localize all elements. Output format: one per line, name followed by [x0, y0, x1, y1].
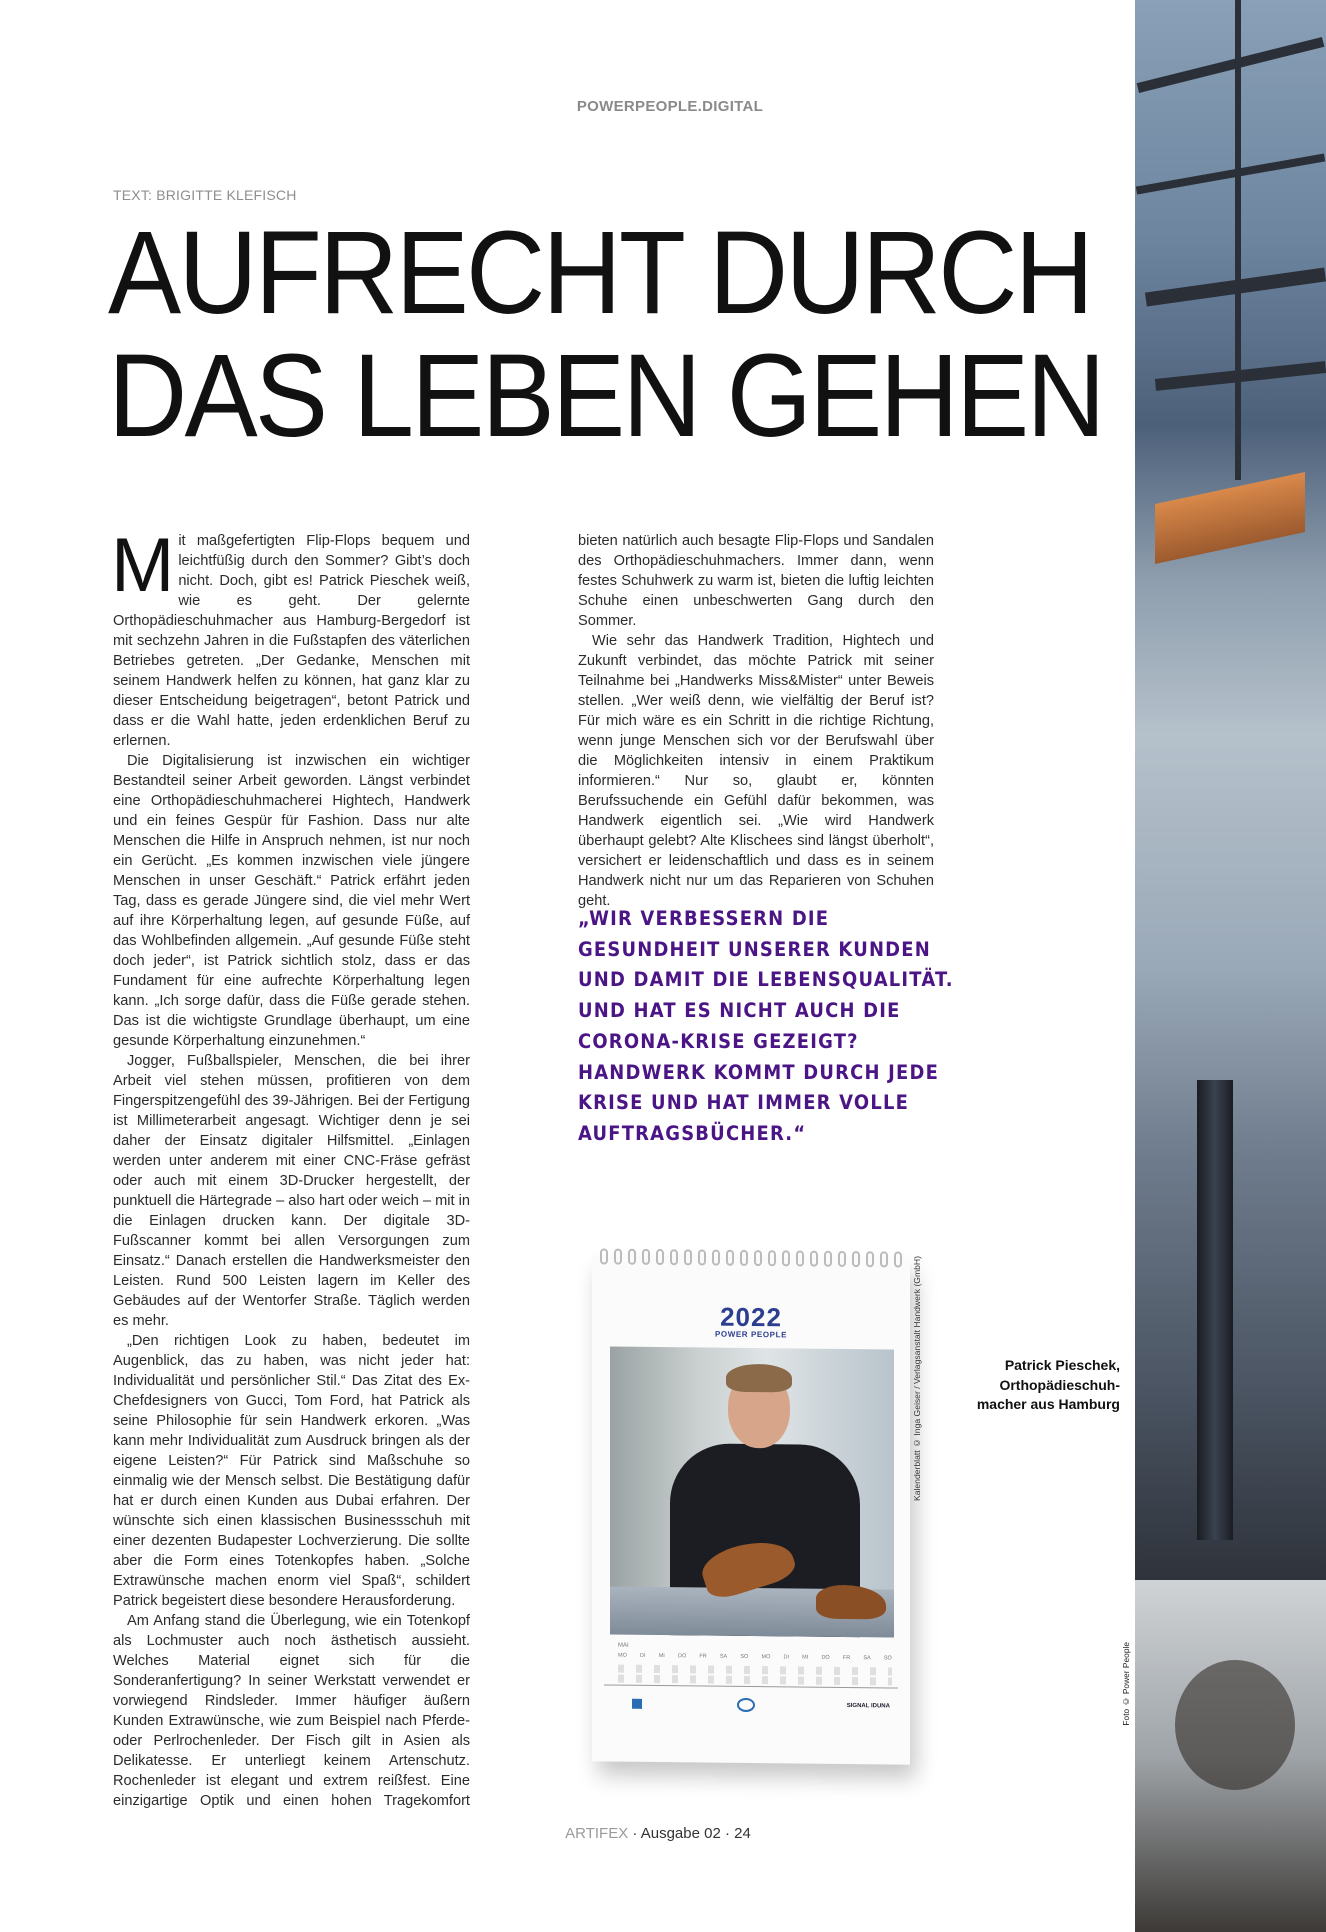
weekday-label: DI — [640, 1652, 646, 1659]
weekday-label: SO — [883, 1655, 892, 1662]
hand-shadow — [1175, 1660, 1295, 1790]
photo-caption — [960, 1356, 1120, 1415]
ring-icon — [866, 1251, 874, 1267]
quote-line: GESUNDHEIT UNSERER KUNDEN — [578, 937, 931, 961]
signal-iduna-logo: SIGNAL IDUNA — [846, 1703, 890, 1710]
quote-line: KRISE UND HAT IMMER VOLLE — [578, 1091, 910, 1115]
left-text-column — [111, 523, 470, 1811]
ring-icon — [824, 1251, 832, 1267]
sponsor-logo — [737, 1698, 755, 1712]
ring-icon — [712, 1250, 720, 1266]
calendar-weekdays — [618, 1653, 892, 1662]
ceiling-beam — [1136, 153, 1325, 194]
paragraph-text: it maßgefertigten Flip-Flops bequem und leichtfüßig durch den Sommer? Gibt’s doch nicht. Doch, gibt es! Patrick Pieschek weiß, wie es geht. Der gelernte Orthopädieschuhmacher aus Hamburg-Bergedorf ist mit sechzehn Jahren in die Fußstapfen des väterlichen Betriebes getreten. „Der Gedanke, Menschen mit seinem Handwerk helfen zu können, hat ganz klar zu dieser Entscheidung beigetragen“, betont Patrick und dass er die Wahl hatte, jeden erdenklichen Beruf zu erlernen. — [113, 533, 470, 749]
article-title — [108, 207, 1178, 462]
ring-icon — [810, 1251, 818, 1267]
photo-credit: Foto © Power People — [1121, 1642, 1131, 1726]
pole — [1235, 0, 1241, 480]
weekday-label: SA — [863, 1655, 871, 1662]
magazine-name: ARTIFEX — [565, 1825, 629, 1842]
weekday-label: MI — [802, 1654, 809, 1661]
ring-icon — [796, 1250, 804, 1266]
spiral-binding — [600, 1248, 902, 1269]
portrait-photo — [610, 1347, 894, 1638]
ring-icon — [754, 1250, 762, 1266]
ring-icon — [614, 1249, 622, 1265]
caption-line: macher aus Hamburg — [976, 1396, 1120, 1412]
issue-page: · Ausgabe 02 · 24 — [628, 1825, 751, 1842]
weekday-label: SO — [740, 1653, 749, 1660]
ring-icon — [656, 1249, 664, 1265]
paragraph: Die Digitalisierung ist inzwischen ein wichtiger Bestandteil seiner Arbeit geworden. Längst verbindet eine Orthopädieschuhmacherei Hightech, Handwerk und ein feines Gespür für Fashion. Dass nur alte Menschen die Hilfe in Anspruch nehmen, ist nur noch ein Gerücht. „Es kommen inzwischen viele jüngere Menschen in unser Geschäft.“ Patrick erfährt jeden Tag, dass es gerade Jüngere sind, die viel mehr Wert auf ihre Körperhaltung legen, auf gesunde Füße, auf das Wohlbefinden allgemein. „Auf gesunde Füße steht doch jeder“, ist Patrick sichtlich stolz, dass er das Fundament für eine aufrechte Körperhaltung legen kann. „Ich sorge dafür, dass die Füße gerade stehen. Das ist die wichtigste Grundlage überhaupt, um eine gesunde Körperhaltung einzunehmen.“ — [113, 753, 470, 1049]
person-hair — [726, 1364, 792, 1393]
paragraph: Wie sehr das Handwerk Tradition, Hightech und Zukunft verbindet, das möchte Patrick mit seiner Teilnahme bei „Handwerks Miss&Mister“ unter Beweis stellen. „Wer weiß denn, wie vielfältig der Beruf ist? Für mich wäre es ein Schritt in die richtige Richtung, wenn junge Menschen sich vor der Berufswahl über die Möglichkeiten intensiv in einem Praktikum informieren.“ Nur so, glaubt er, könnten Berufssuchende ein Gefühl dafür bekommen, was Handwerk eigentlich sei. „Wie wird Handwerk überhaupt gelebt? Alte Klischees sind längst überholt“, versichert er leidenschaftlich und dass es in seinem Handwerk nicht nur um das Reparieren von Schuhen geht. — [578, 633, 934, 909]
weekday-label: FR — [699, 1653, 707, 1660]
weekday-label: MO — [761, 1654, 771, 1661]
sponsor-logos — [632, 1697, 890, 1714]
side-photo — [1135, 0, 1326, 1932]
calendar-year: 2022 — [720, 1301, 782, 1333]
paragraph: Jogger, Fußballspieler, Menschen, die bei ihrer Arbeit viel stehen müssen, profitieren von dem Fingerspitzengefühl des 39-Jährigen. Bei der Fertigung ist Millimeterarbeit angesagt. Wichtiger denn je sei daher der Einsatz digitaler Hilfsmittel. „Einlagen werden unter anderem mit einer CNC-Fräse gefräst oder auch mit einem 3D-Drucker hergestellt, der punktuell die Härtegrade – also hart oder weich – mit in die Einlagen drucken kann. Der digitale 3D-Fußscanner kommt bei allen Versorgungen zum Einsatz.“ Danach erstellen die Handwerksmeister den Leisten. Rund 500 Leisten lagern im Keller des Gebäudes auf der Wentorfer Straße. Täglich werden es mehr. — [113, 1053, 470, 1329]
ring-icon — [628, 1249, 636, 1265]
quote-line: CORONA-KRISE GEZEIGT? — [578, 1029, 859, 1053]
ring-icon — [880, 1251, 888, 1267]
ring-icon — [726, 1250, 734, 1266]
ring-icon — [852, 1251, 860, 1267]
ring-icon — [740, 1250, 748, 1266]
paragraph: bieten natürlich auch besagte Flip-Flops und Sandalen des Orthopädieschuhmachers. Immer dann, wenn festes Schuhwerk zu warm ist, bieten die luftig leichten Schuhe einen unbeschwerten Gang durch den Sommer. — [578, 533, 934, 629]
calendar-dates — [618, 1665, 892, 1676]
weekday-label: MO — [618, 1652, 627, 1659]
title-line-2: DAS LEBEN GEHEN — [108, 330, 1103, 462]
ring-icon — [642, 1249, 650, 1265]
ring-icon — [894, 1251, 902, 1267]
weekday-label: DO — [821, 1654, 830, 1661]
author-byline: TEXT: BRIGITTE KLEFISCH — [113, 187, 297, 203]
page-footer — [0, 1825, 1316, 1842]
pull-quote — [578, 904, 958, 1150]
quote-line: UND HAT ES NICHT AUCH DIE — [578, 999, 901, 1023]
ring-icon — [838, 1251, 846, 1267]
weekday-label: MI — [658, 1653, 665, 1660]
weekday-label: DO — [677, 1653, 687, 1660]
drop-cap: M — [111, 523, 175, 608]
wooden-panel — [1155, 472, 1305, 564]
quote-line: AUFTRAGSBÜCHER.“ — [578, 1121, 807, 1145]
ring-icon — [684, 1249, 692, 1265]
quote-line: HANDWERK KOMMT DURCH JEDE — [578, 1060, 940, 1084]
ring-icon — [782, 1250, 790, 1266]
paragraph — [111, 523, 470, 751]
paragraph: Am Anfang stand die Überlegung, wie ein Totenkopf als Lochmuster auch noch ästhetisch aussieht. Welches Material eignet sich für die Sonderanfertigung? In seiner Werkstatt verwendet er vorwiegend Rindsleder. Immer häufiger äußern Kunden Extrawünsche, wie zum Beispiel nach Pferde- oder Perlrochenleder. Der Fisch gilt in Asien als Delikatesse. Er unterliegt keinem Artenschutz. Rochenleder ist elegant und extrem reißfest. Eine einzigartige Optik und einen hohen Tragekomfort — [113, 1613, 470, 1809]
caption-line: Patrick Pieschek, — [1004, 1357, 1120, 1373]
weekday-label: FR — [842, 1654, 851, 1662]
section-kicker: POWERPEOPLE.DIGITAL — [576, 98, 764, 115]
ring-icon — [670, 1249, 678, 1265]
ring-icon — [698, 1249, 706, 1265]
ceiling-beam — [1137, 37, 1325, 93]
calendar-dates — [618, 1675, 892, 1686]
ring-icon — [768, 1250, 776, 1266]
weekday-label: DI — [783, 1654, 790, 1661]
calendar-subtitle: POWER PEOPLE — [714, 1329, 788, 1340]
calendar-image — [592, 1256, 910, 1764]
weekday-label: SA — [719, 1653, 728, 1660]
right-text-column — [578, 531, 934, 911]
ring-icon — [600, 1248, 608, 1264]
paragraph: „Den richtigen Look zu haben, bedeutet im Augenblick, das zu haben, was nicht jeder hat: Individualität und persönlicher Stil.“ Das Zitat des Ex-Chefdesigners von Gucci, Tom Ford, hat Patrick als seine Philosophie für sein Handwerk erkoren. „Was kann mehr Individualität zum Ausdruck bringen als der eigene Leisten?“ Für Patrick sind Maßschuhe so einmalig wie der Mensch selbst. Die Bestätigung dafür hat er durch einen Kunden aus Dubai erfahren. Der wünschte sich einen klassischen Businessschuh mit einer dezenten Budapester Lochverzierung. Die sollte aber die Form eines Totenkopfes haben. „Solche Extrawünsche machen enorm viel Spaß“, schildert Patrick begeistert diese besondere Herausforderung. — [113, 1333, 470, 1609]
title-line-1: AUFRECHT DURCH — [108, 207, 1092, 339]
sponsor-logo — [632, 1699, 645, 1709]
screen-stand — [1197, 1080, 1233, 1540]
quote-line: „WIR VERBESSERN DIE — [578, 907, 830, 930]
quote-line: UND DAMIT DIE LEBENSQUALITÄT. — [578, 968, 954, 992]
caption-line: Orthopädieschuh- — [999, 1376, 1120, 1393]
calendar-credit: Kalenderblatt © Inga Geiser / Verlagsanstalt Handwerk (GmbH) — [912, 1256, 922, 1502]
calendar-month: MAI — [618, 1642, 629, 1649]
